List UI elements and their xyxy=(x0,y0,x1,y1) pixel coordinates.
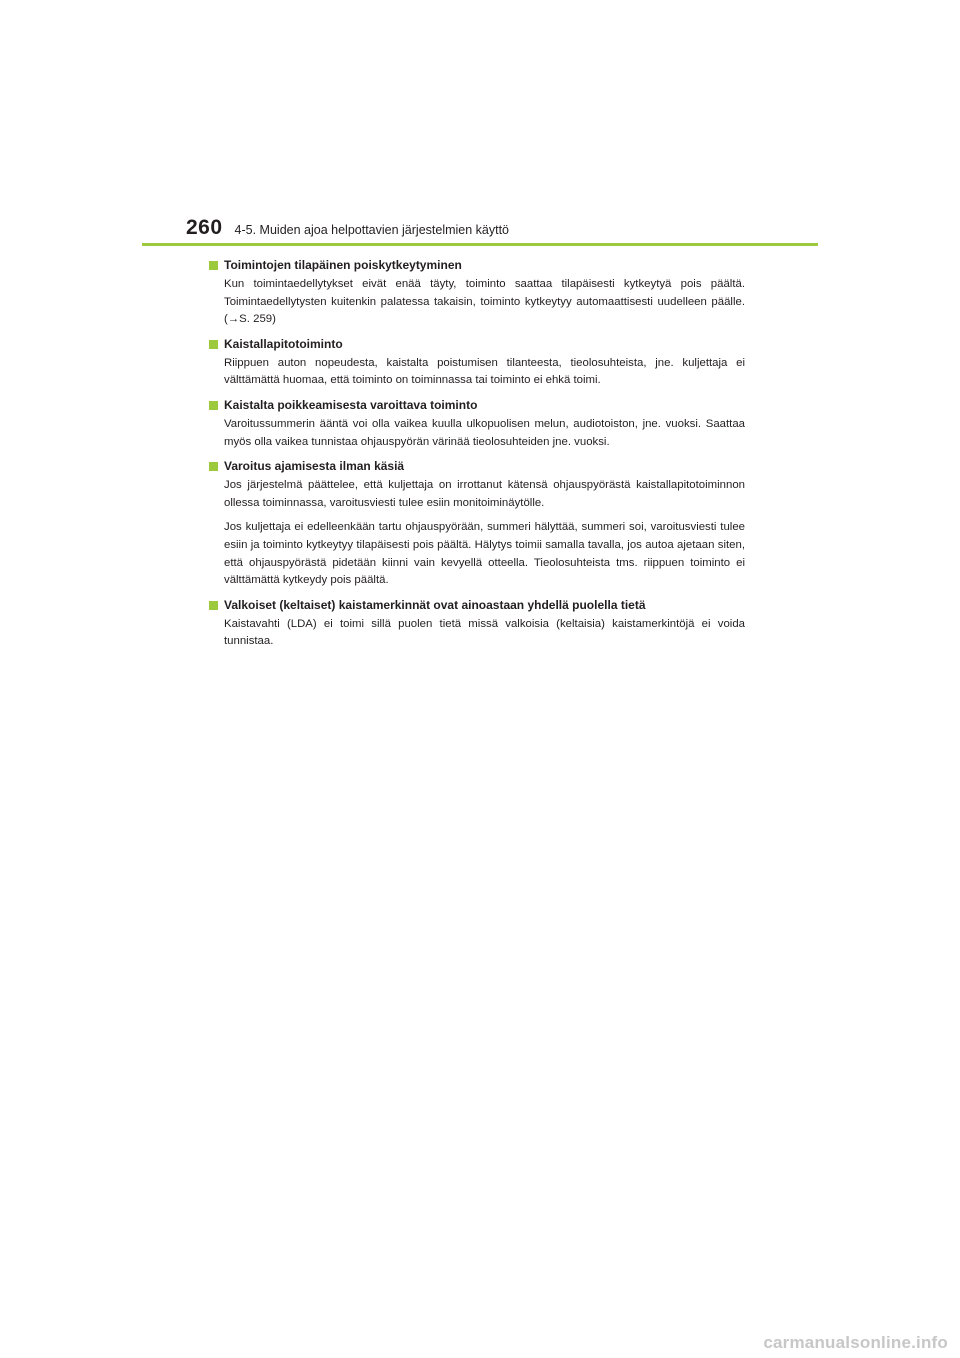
item-heading-text: Valkoiset (keltaiset) kaistamerkinnät ovat ainoastaan yhdellä puolella tietä xyxy=(224,597,646,612)
square-bullet-icon xyxy=(209,261,218,270)
item-heading xyxy=(209,597,745,614)
item-heading xyxy=(209,257,745,274)
item-paragraph: Jos kuljettaja ei edelleenkään tartu ohjauspyörään, summeri hälyttää, summeri soi, varoitusviesti tulee esiin ja toiminto kytkeytyy tilapäisesti pois päältä. Hälytys toimii samalla tavalla, jos autoa ajetaan siten, että ohjauspyörästä pidetään kiinni vain kevyellä otteella. Tieolosuhteista tms. riippuen toiminto ei välttämättä kytkeydy pois päältä. xyxy=(224,521,745,587)
section-title: 4-5. Muiden ajoa helpottavien järjestelmien käyttö xyxy=(234,223,510,237)
item-paragraph: Riippuen auton nopeudesta, kaistalta poistumisen tilanteesta, tieolosuhteista, jne. kuljettaja ei välttämättä huomaa, että toiminto on toiminnassa tai toiminto ei ehkä toimi. xyxy=(224,356,745,387)
section-item xyxy=(209,458,745,590)
page-header xyxy=(186,216,509,240)
item-paragraph: Jos järjestelmä päättelee, että kuljettaja on irrottanut kätensä ohjauspyörästä kaistallapitotoiminnon ollessa toiminnassa, varoitusviesti tulee esiin monitoiminäytölle. xyxy=(224,479,745,509)
item-heading-text: Toimintojen tilapäinen poiskytkeytyminen xyxy=(224,258,462,272)
main-content xyxy=(209,257,745,658)
section-item xyxy=(209,597,745,651)
item-heading xyxy=(209,336,745,353)
section-item xyxy=(209,397,745,451)
item-paragraph: Kaistavahti (LDA) ei toimi sillä puolen tietä missä valkoisia (keltaisia) kaistamerkintöjä ei voida tunnistaa. xyxy=(224,617,745,648)
site-watermark: carmanualsonline.info xyxy=(763,1333,948,1352)
item-paragraph: Kun toimintaedellytykset eivät enää täyty, toiminto saattaa tilapäisesti kytkeytyä pois päältä. Toimintaedellytysten kuitenkin palatessa takaisin, toiminto kytkeytyy automaattisesti uudelleen päälle. (→S. 259) xyxy=(224,278,745,326)
page-number: 260 xyxy=(186,216,223,239)
item-heading-text: Kaistalta poikkeamisesta varoittava toiminto xyxy=(224,397,478,412)
header-divider xyxy=(142,243,818,246)
square-bullet-icon xyxy=(209,462,218,471)
square-bullet-icon xyxy=(209,340,218,349)
item-heading xyxy=(209,458,745,475)
section-item xyxy=(209,336,745,390)
square-bullet-icon xyxy=(209,601,218,610)
section-item xyxy=(209,257,745,329)
item-heading-text: Kaistallapitotoiminto xyxy=(224,336,343,351)
item-paragraph: Varoitussummerin ääntä voi olla vaikea kuulla ulkopuolisen melun, audiotoiston, jne. vuoksi. Saattaa myös olla vaikea tunnistaa ohjauspyörän värinää tieolosuhteiden jne. vuoksi. xyxy=(224,417,745,448)
square-bullet-icon xyxy=(209,401,218,410)
item-heading-text: Varoitus ajamisesta ilman käsiä xyxy=(224,459,405,474)
item-heading xyxy=(209,397,745,414)
